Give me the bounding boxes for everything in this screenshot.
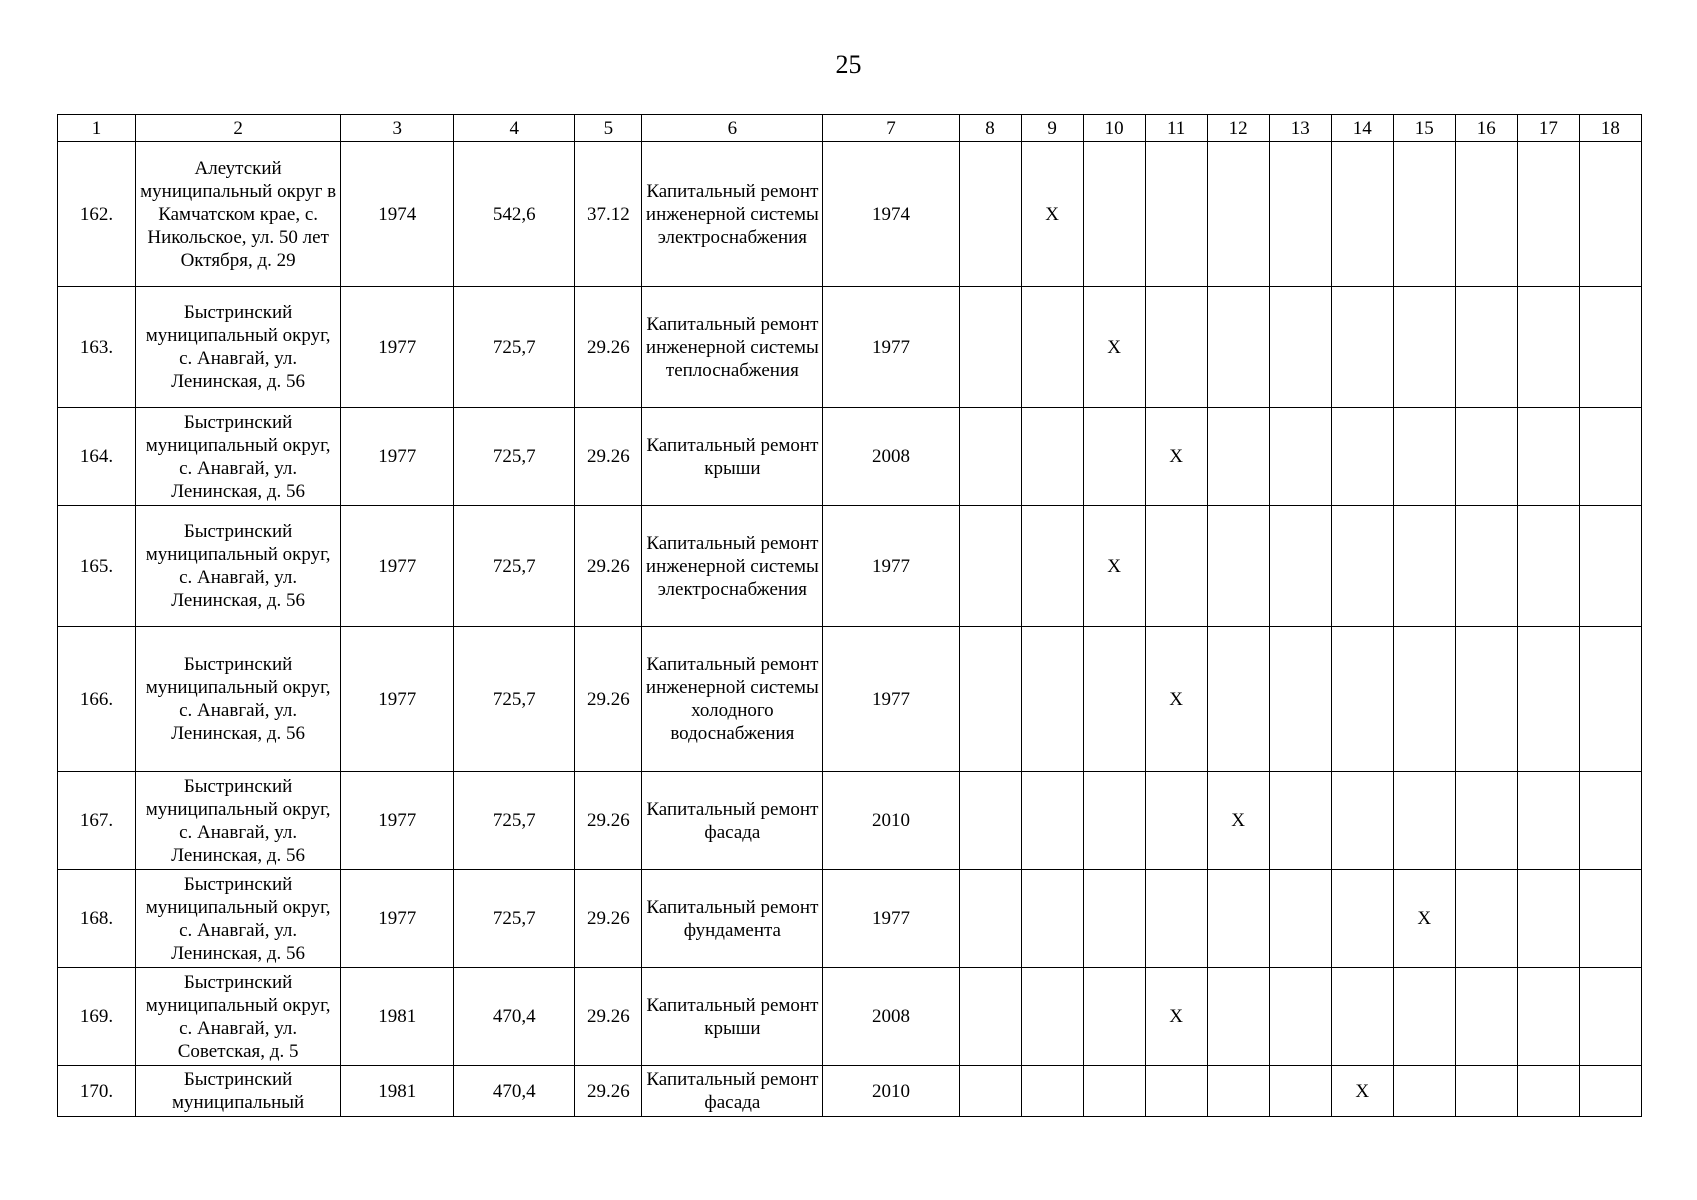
- period-mark-cell-col-9: [1021, 968, 1083, 1066]
- column-number-7: 7: [823, 115, 959, 142]
- wear-cell: 29.26: [575, 627, 642, 772]
- period-mark-cell-col-8: [959, 408, 1021, 506]
- period-mark-cell-col-10: [1083, 408, 1145, 506]
- row-number-cell: 162.: [58, 142, 136, 287]
- last-repair-year-cell: 1977: [823, 287, 959, 408]
- period-mark-cell-col-14: [1331, 142, 1393, 287]
- period-mark-cell-col-11: [1145, 870, 1207, 968]
- period-mark-cell-col-17: [1517, 287, 1579, 408]
- period-mark-cell-col-18: [1579, 287, 1641, 408]
- period-mark-cell-col-12: [1207, 506, 1269, 627]
- address-cell: Быстринский муниципальный округ, с. Анавгай, ул. Советская, д. 5: [136, 968, 341, 1066]
- period-mark-cell-col-14: [1331, 506, 1393, 627]
- period-mark-cell-col-13: [1269, 772, 1331, 870]
- period-mark-cell-col-14: [1331, 408, 1393, 506]
- period-mark-cell-col-9: [1021, 870, 1083, 968]
- column-number-16: 16: [1455, 115, 1517, 142]
- wear-cell: 37.12: [575, 142, 642, 287]
- period-mark-cell-col-8: [959, 142, 1021, 287]
- column-number-2: 2: [136, 115, 341, 142]
- period-mark-cell-col-17: [1517, 506, 1579, 627]
- last-repair-year-cell: 2008: [823, 408, 959, 506]
- table-row: [58, 870, 1642, 968]
- column-number-15: 15: [1393, 115, 1455, 142]
- period-mark-cell-col-11: [1145, 142, 1207, 287]
- column-number-5: 5: [575, 115, 642, 142]
- area-cell: 725,7: [454, 408, 575, 506]
- work-type-cell: Капитальный ремонт фундамента: [642, 870, 823, 968]
- period-mark-cell-col-8: [959, 870, 1021, 968]
- period-mark-cell-col-18: [1579, 408, 1641, 506]
- period-mark-cell-col-8: [959, 287, 1021, 408]
- area-cell: 725,7: [454, 627, 575, 772]
- address-cell: Быстринский муниципальный округ, с. Анавгай, ул. Ленинская, д. 56: [136, 287, 341, 408]
- last-repair-year-cell: 1977: [823, 506, 959, 627]
- period-mark-cell-col-8: [959, 1066, 1021, 1117]
- period-mark-cell-col-13: [1269, 408, 1331, 506]
- period-mark-cell-col-10: X: [1083, 287, 1145, 408]
- period-mark-cell-col-10: X: [1083, 506, 1145, 627]
- column-number-4: 4: [454, 115, 575, 142]
- work-type-cell: Капитальный ремонт фасада: [642, 772, 823, 870]
- table-row: [58, 506, 1642, 627]
- work-type-cell: Капитальный ремонт фасада: [642, 1066, 823, 1117]
- period-mark-cell-col-14: [1331, 627, 1393, 772]
- period-mark-cell-col-16: [1455, 772, 1517, 870]
- period-mark-cell-col-12: [1207, 142, 1269, 287]
- period-mark-cell-col-15: [1393, 506, 1455, 627]
- build-year-cell: 1974: [341, 142, 454, 287]
- period-mark-cell-col-17: [1517, 1066, 1579, 1117]
- period-mark-cell-col-10: [1083, 968, 1145, 1066]
- column-number-17: 17: [1517, 115, 1579, 142]
- page-number: 25: [835, 50, 862, 79]
- period-mark-cell-col-8: [959, 968, 1021, 1066]
- build-year-cell: 1977: [341, 627, 454, 772]
- capital-repair-table: [57, 114, 1642, 1117]
- period-mark-cell-col-8: [959, 627, 1021, 772]
- period-mark-cell-col-17: [1517, 142, 1579, 287]
- period-mark-cell-col-9: [1021, 408, 1083, 506]
- period-mark-cell-col-9: X: [1021, 142, 1083, 287]
- period-mark-cell-col-12: [1207, 627, 1269, 772]
- column-number-row: [58, 115, 1642, 142]
- period-mark-cell-col-18: [1579, 772, 1641, 870]
- column-number-9: 9: [1021, 115, 1083, 142]
- period-mark-cell-col-9: [1021, 506, 1083, 627]
- period-mark-cell-col-17: [1517, 772, 1579, 870]
- period-mark-cell-col-15: X: [1393, 870, 1455, 968]
- period-mark-cell-col-11: [1145, 287, 1207, 408]
- period-mark-cell-col-16: [1455, 142, 1517, 287]
- address-cell: Быстринский муниципальный: [136, 1066, 341, 1117]
- build-year-cell: 1977: [341, 506, 454, 627]
- period-mark-cell-col-13: [1269, 287, 1331, 408]
- column-number-10: 10: [1083, 115, 1145, 142]
- column-number-1: 1: [58, 115, 136, 142]
- period-mark-cell-col-16: [1455, 968, 1517, 1066]
- period-mark-cell-col-9: [1021, 1066, 1083, 1117]
- area-cell: 470,4: [454, 968, 575, 1066]
- build-year-cell: 1977: [341, 870, 454, 968]
- area-cell: 725,7: [454, 287, 575, 408]
- period-mark-cell-col-11: X: [1145, 968, 1207, 1066]
- period-mark-cell-col-15: [1393, 1066, 1455, 1117]
- address-cell: Быстринский муниципальный округ, с. Анавгай, ул. Ленинская, д. 56: [136, 870, 341, 968]
- period-mark-cell-col-15: [1393, 627, 1455, 772]
- period-mark-cell-col-16: [1455, 408, 1517, 506]
- area-cell: 725,7: [454, 772, 575, 870]
- last-repair-year-cell: 2010: [823, 1066, 959, 1117]
- work-type-cell: Капитальный ремонт крыши: [642, 968, 823, 1066]
- period-mark-cell-col-11: [1145, 1066, 1207, 1117]
- period-mark-cell-col-15: [1393, 772, 1455, 870]
- column-number-6: 6: [642, 115, 823, 142]
- period-mark-cell-col-13: [1269, 968, 1331, 1066]
- period-mark-cell-col-17: [1517, 968, 1579, 1066]
- wear-cell: 29.26: [575, 772, 642, 870]
- last-repair-year-cell: 2010: [823, 772, 959, 870]
- period-mark-cell-col-18: [1579, 506, 1641, 627]
- period-mark-cell-col-11: X: [1145, 627, 1207, 772]
- period-mark-cell-col-10: [1083, 1066, 1145, 1117]
- build-year-cell: 1977: [341, 408, 454, 506]
- column-number-14: 14: [1331, 115, 1393, 142]
- work-type-cell: Капитальный ремонт инженерной системы электроснабжения: [642, 142, 823, 287]
- last-repair-year-cell: 2008: [823, 968, 959, 1066]
- period-mark-cell-col-14: [1331, 287, 1393, 408]
- table-row: [58, 1066, 1642, 1117]
- period-mark-cell-col-12: [1207, 408, 1269, 506]
- row-number-cell: 167.: [58, 772, 136, 870]
- period-mark-cell-col-14: [1331, 968, 1393, 1066]
- period-mark-cell-col-9: [1021, 627, 1083, 772]
- period-mark-cell-col-8: [959, 772, 1021, 870]
- period-mark-cell-col-10: [1083, 772, 1145, 870]
- period-mark-cell-col-15: [1393, 968, 1455, 1066]
- period-mark-cell-col-12: [1207, 870, 1269, 968]
- wear-cell: 29.26: [575, 1066, 642, 1117]
- area-cell: 470,4: [454, 1066, 575, 1117]
- period-mark-cell-col-12: [1207, 1066, 1269, 1117]
- last-repair-year-cell: 1977: [823, 870, 959, 968]
- address-cell: Быстринский муниципальный округ, с. Анавгай, ул. Ленинская, д. 56: [136, 627, 341, 772]
- column-number-3: 3: [341, 115, 454, 142]
- build-year-cell: 1977: [341, 287, 454, 408]
- build-year-cell: 1981: [341, 1066, 454, 1117]
- last-repair-year-cell: 1977: [823, 627, 959, 772]
- period-mark-cell-col-9: [1021, 772, 1083, 870]
- row-number-cell: 165.: [58, 506, 136, 627]
- row-number-cell: 166.: [58, 627, 136, 772]
- period-mark-cell-col-16: [1455, 627, 1517, 772]
- wear-cell: 29.26: [575, 968, 642, 1066]
- address-cell: Быстринский муниципальный округ, с. Анавгай, ул. Ленинская, д. 56: [136, 408, 341, 506]
- period-mark-cell-col-15: [1393, 408, 1455, 506]
- period-mark-cell-col-11: [1145, 772, 1207, 870]
- wear-cell: 29.26: [575, 287, 642, 408]
- wear-cell: 29.26: [575, 870, 642, 968]
- period-mark-cell-col-16: [1455, 287, 1517, 408]
- period-mark-cell-col-17: [1517, 408, 1579, 506]
- period-mark-cell-col-17: [1517, 870, 1579, 968]
- period-mark-cell-col-11: [1145, 506, 1207, 627]
- period-mark-cell-col-18: [1579, 968, 1641, 1066]
- period-mark-cell-col-13: [1269, 142, 1331, 287]
- period-mark-cell-col-18: [1579, 142, 1641, 287]
- period-mark-cell-col-16: [1455, 506, 1517, 627]
- period-mark-cell-col-13: [1269, 627, 1331, 772]
- period-mark-cell-col-13: [1269, 506, 1331, 627]
- period-mark-cell-col-18: [1579, 870, 1641, 968]
- period-mark-cell-col-17: [1517, 627, 1579, 772]
- period-mark-cell-col-15: [1393, 287, 1455, 408]
- period-mark-cell-col-8: [959, 506, 1021, 627]
- period-mark-cell-col-13: [1269, 870, 1331, 968]
- row-number-cell: 164.: [58, 408, 136, 506]
- period-mark-cell-col-15: [1393, 142, 1455, 287]
- table-row: [58, 627, 1642, 772]
- address-cell: Быстринский муниципальный округ, с. Анавгай, ул. Ленинская, д. 56: [136, 772, 341, 870]
- period-mark-cell-col-14: [1331, 772, 1393, 870]
- area-cell: 725,7: [454, 870, 575, 968]
- period-mark-cell-col-10: [1083, 142, 1145, 287]
- period-mark-cell-col-9: [1021, 287, 1083, 408]
- period-mark-cell-col-12: [1207, 968, 1269, 1066]
- wear-cell: 29.26: [575, 506, 642, 627]
- row-number-cell: 168.: [58, 870, 136, 968]
- address-cell: Быстринский муниципальный округ, с. Анавгай, ул. Ленинская, д. 56: [136, 506, 341, 627]
- period-mark-cell-col-10: [1083, 627, 1145, 772]
- period-mark-cell-col-18: [1579, 1066, 1641, 1117]
- period-mark-cell-col-16: [1455, 870, 1517, 968]
- row-number-cell: 163.: [58, 287, 136, 408]
- period-mark-cell-col-12: [1207, 287, 1269, 408]
- work-type-cell: Капитальный ремонт крыши: [642, 408, 823, 506]
- period-mark-cell-col-18: [1579, 627, 1641, 772]
- work-type-cell: Капитальный ремонт инженерной системы холодного водоснабжения: [642, 627, 823, 772]
- wear-cell: 29.26: [575, 408, 642, 506]
- build-year-cell: 1977: [341, 772, 454, 870]
- table-row: [58, 968, 1642, 1066]
- row-number-cell: 170.: [58, 1066, 136, 1117]
- table-row: [58, 772, 1642, 870]
- period-mark-cell-col-14: [1331, 870, 1393, 968]
- period-mark-cell-col-14: X: [1331, 1066, 1393, 1117]
- work-type-cell: Капитальный ремонт инженерной системы теплоснабжения: [642, 287, 823, 408]
- column-number-11: 11: [1145, 115, 1207, 142]
- column-number-12: 12: [1207, 115, 1269, 142]
- table-row: [58, 408, 1642, 506]
- period-mark-cell-col-11: X: [1145, 408, 1207, 506]
- period-mark-cell-col-12: X: [1207, 772, 1269, 870]
- row-number-cell: 169.: [58, 968, 136, 1066]
- column-number-18: 18: [1579, 115, 1641, 142]
- period-mark-cell-col-13: [1269, 1066, 1331, 1117]
- period-mark-cell-col-16: [1455, 1066, 1517, 1117]
- address-cell: Алеутский муниципальный округ в Камчатском крае, с. Никольское, ул. 50 лет Октября, д. 29: [136, 142, 341, 287]
- last-repair-year-cell: 1974: [823, 142, 959, 287]
- area-cell: 542,6: [454, 142, 575, 287]
- column-number-8: 8: [959, 115, 1021, 142]
- area-cell: 725,7: [454, 506, 575, 627]
- build-year-cell: 1981: [341, 968, 454, 1066]
- column-number-13: 13: [1269, 115, 1331, 142]
- period-mark-cell-col-10: [1083, 870, 1145, 968]
- table-row: [58, 142, 1642, 287]
- work-type-cell: Капитальный ремонт инженерной системы электроснабжения: [642, 506, 823, 627]
- table-row: [58, 287, 1642, 408]
